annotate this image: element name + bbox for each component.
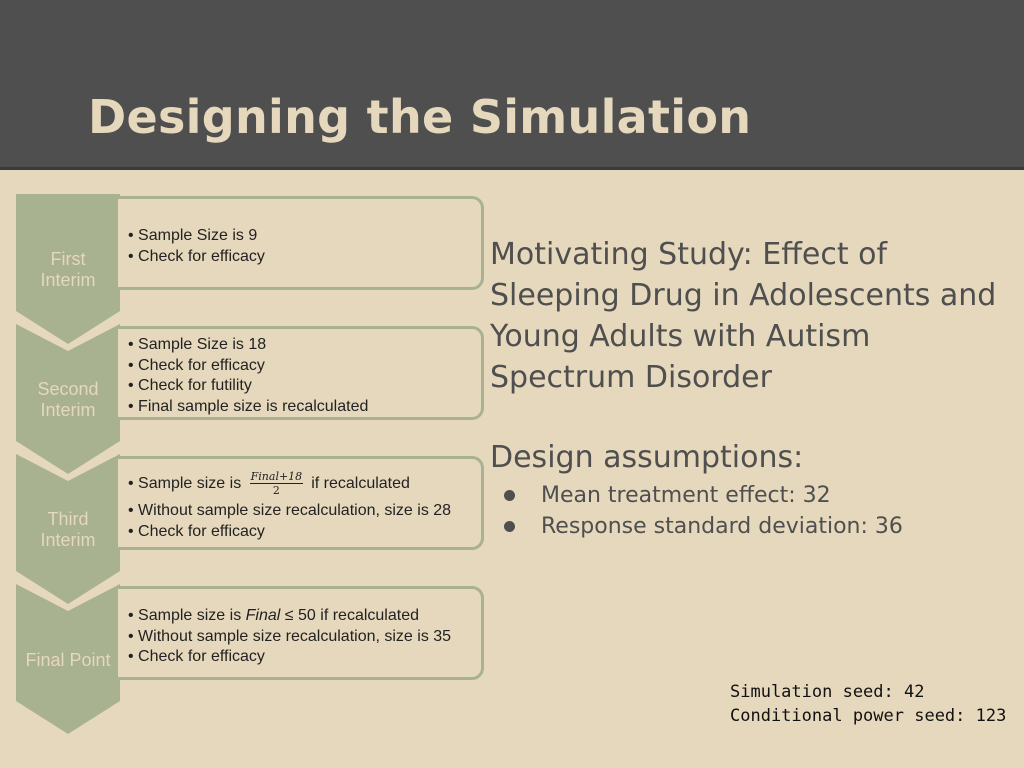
bullet-icon (504, 521, 515, 532)
list-item: • Sample size is Final ≤ 50 if recalculated (128, 606, 451, 627)
seed-info: Simulation seed: 42 Conditional power seed: 123 (730, 682, 1007, 726)
stage-box-final-point (118, 586, 484, 680)
list-item: Response standard deviation: 36 (500, 511, 903, 542)
list-item: • Sample Size is 9 (128, 226, 265, 247)
assumptions-heading: Design assumptions: (490, 440, 804, 475)
page-title: Designing the Simulation (88, 90, 752, 144)
list-item: • Final sample size is recalculated (128, 397, 368, 418)
title-bar (0, 0, 1024, 170)
stage-label-first-interim: First Interim (40, 249, 96, 290)
assumptions-list (500, 480, 903, 542)
list-item: • Without sample size recalculation, size is 28 (128, 501, 451, 522)
list-item: • Without sample size recalculation, size is 35 (128, 627, 451, 648)
bullet-icon (504, 490, 515, 501)
list-item: • Check for futility (128, 376, 368, 397)
motivating-study: Motivating Study: Effect of Sleeping Drug in Adolescents and Young Adults with Autism Spectrum Disorder (490, 237, 997, 395)
list-item: • Check for efficacy (128, 356, 368, 377)
stage-label-third-interim: Third Interim (40, 509, 96, 550)
list-item: • Check for efficacy (128, 647, 451, 668)
list-item: • Check for efficacy (128, 522, 451, 543)
list-item: Mean treatment effect: 32 (500, 480, 903, 511)
list-item: • Sample Size is 18 (128, 335, 368, 356)
stage-box-first-interim (118, 196, 484, 290)
stage-label-second-interim: Second Interim (37, 379, 99, 420)
stage-label-final-point: Final Point (25, 650, 111, 670)
stage-box-third-interim (118, 456, 484, 550)
stage-box-second-interim (118, 326, 484, 420)
fraction-formula: $\frac{\text{Final+18}}{2}$ (250, 470, 303, 498)
list-item: • Sample size is $\frac{\text{Final+18}}{2}$ if recalculated (128, 467, 451, 501)
list-item: • Check for efficacy (128, 247, 265, 268)
